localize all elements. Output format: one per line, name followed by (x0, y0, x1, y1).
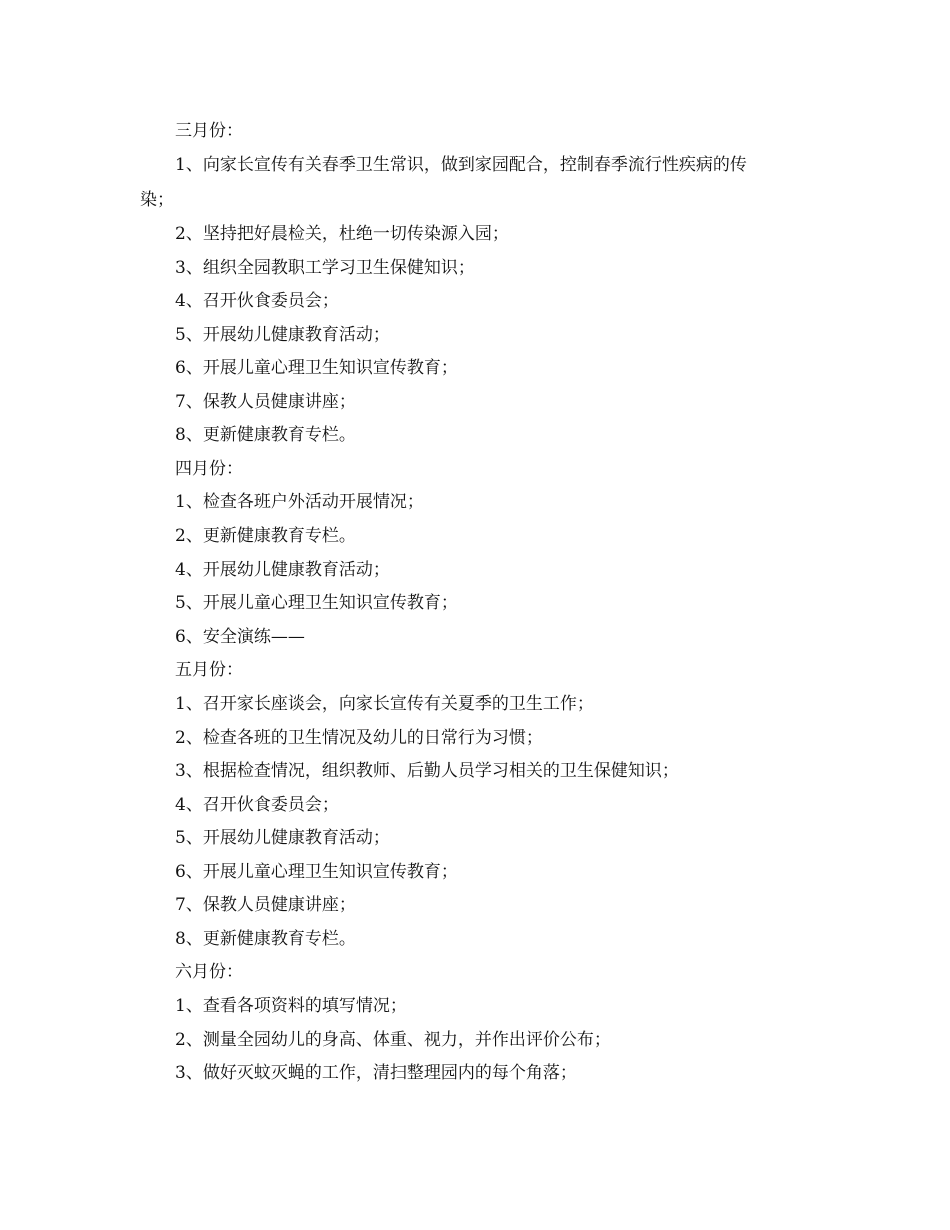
section-heading-march: 三月份： (175, 121, 243, 141)
list-item: 3、做好灭蚊灭蝇的工作，清扫整理园内的每个角落； (175, 1063, 577, 1083)
list-item: 2、坚持把好晨检关，杜绝一切传染源入园； (175, 224, 509, 244)
list-item: 8、更新健康教育专栏。 (175, 929, 356, 949)
list-item: 6、开展儿童心理卫生知识宣传教育； (175, 358, 458, 378)
section-heading-june: 六月份： (175, 962, 243, 982)
list-item: 7、保教人员健康讲座； (175, 392, 356, 412)
list-item: 3、组织全园教职工学习卫生保健知识； (175, 258, 475, 278)
list-item: 4、开展幼儿健康教育活动； (175, 560, 390, 580)
list-item: 8、更新健康教育专栏。 (175, 425, 356, 445)
list-item: 1、检查各班户外活动开展情况； (175, 492, 424, 512)
list-item: 2、更新健康教育专栏。 (175, 526, 356, 546)
list-item: 2、测量全园幼儿的身高、体重、视力，并作出评价公布； (175, 1030, 611, 1050)
list-item: 1、向家长宣传有关春季卫生常识，做到家园配合，控制春季流行性疾病的传 (175, 155, 747, 175)
list-item: 5、开展幼儿健康教育活动； (175, 828, 390, 848)
list-item: 4、召开伙食委员会； (175, 795, 339, 815)
list-item: 1、查看各项资料的填写情况； (175, 996, 407, 1016)
list-item: 4、召开伙食委员会； (175, 291, 339, 311)
section-heading-april: 四月份： (175, 459, 243, 479)
list-item: 1、召开家长座谈会，向家长宣传有关夏季的卫生工作； (175, 694, 594, 714)
list-item: 3、根据检查情况，组织教师、后勤人员学习相关的卫生保健知识； (175, 761, 679, 781)
list-item: 6、安全演练—— (175, 627, 305, 647)
list-item: 7、保教人员健康讲座； (175, 895, 356, 915)
list-item: 5、开展儿童心理卫生知识宣传教育； (175, 593, 458, 613)
list-item: 2、检查各班的卫生情况及幼儿的日常行为习惯； (175, 728, 543, 748)
list-item-continuation: 染； (140, 190, 174, 210)
list-item: 6、开展儿童心理卫生知识宣传教育； (175, 862, 458, 882)
list-item: 5、开展幼儿健康教育活动； (175, 325, 390, 345)
section-heading-may: 五月份： (175, 660, 243, 680)
